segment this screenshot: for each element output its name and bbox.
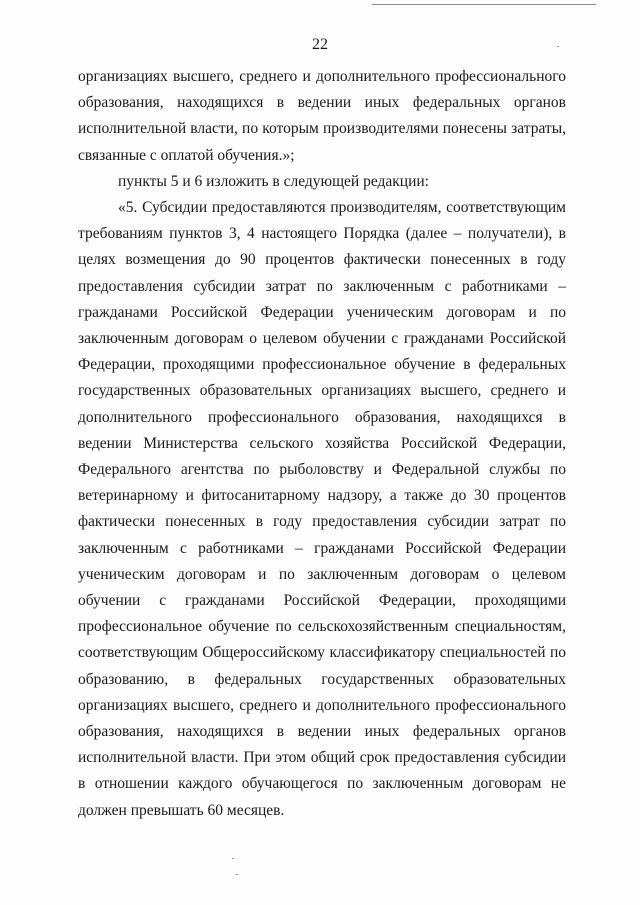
- scan-edge-line: [372, 4, 596, 5]
- scan-speck: [557, 46, 559, 47]
- page-number: 22: [312, 36, 328, 53]
- document-body: [78, 64, 566, 824]
- paragraph-instruction: пункты 5 и 6 изложить в следующей редакции:: [118, 172, 429, 190]
- scan-speck: [236, 874, 238, 875]
- scan-speck: [232, 858, 234, 859]
- paragraph-point-5: «5. Субсидии предоставляются производителям, соответствующим требованиям пунктов 3, 4 настоящего Порядка (далее – получатели), в целях возмещения до 90 процентов фактически понесенных в году предоставления субсидии затрат по заключенным с работниками – гражданами Российской Федерации ученическим договорам и по заключенным договорам о целевом обучении с гражданами Российской Федерации, проходящими профессиональное обучение в федеральных государственных образовательных организациях высшего, среднего и дополнительного профессионального образования, находящихся в ведении Министерства сельского хозяйства Российской Федерации, Федерального агентства по рыболовству и Федеральной службы по ветеринарному и фитосанитарному надзору, а также до 30 процентов фактически понесенных в году предоставления субсидии затрат по заключенным с работниками – гражданами Российской Федерации ученическим договорам и по заключенным договорам о целевом обучении с гражданами Российской Федерации, проходящими профессиональное обучение по сельскохозяйственным специальностям, соответствующим Общероссийскому классификатору специальностей по образованию, в федеральных государственных образовательных организациях высшего, среднего и дополнительного профессионального образования, находящихся в ведении иных федеральных органов исполнительной власти. При этом общий срок предоставления субсидии в отношении каждого обучающегося по заключенным договорам не должен превышать 60 месяцев.: [78, 199, 566, 819]
- paragraph-continuation: организациях высшего, среднего и дополнительного профессионального образования, находящихся в ведении иных федеральных органов исполнительной власти, по которым производителями понесены затраты, связанные с оплатой обучения.»;: [78, 68, 566, 164]
